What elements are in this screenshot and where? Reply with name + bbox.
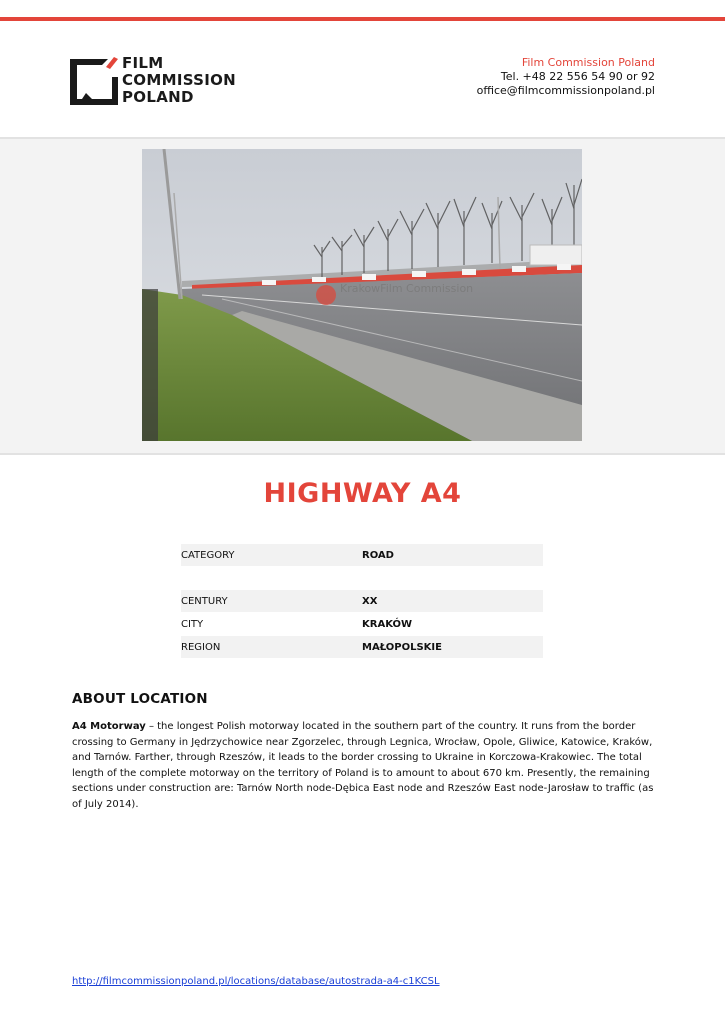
contact-block	[477, 56, 655, 98]
film-commission-poland-logo	[68, 55, 238, 107]
property-row-century	[181, 590, 543, 612]
highway-photo-illustration	[142, 149, 582, 441]
properties-table	[181, 544, 543, 659]
property-value: ROAD	[362, 549, 394, 561]
org-name: Film Commission Poland	[521, 56, 655, 69]
logo-line-3: POLAND	[122, 88, 194, 106]
logo-line-2: COMMISSION	[122, 71, 237, 89]
location-title: HIGHWAY A4	[263, 478, 462, 509]
logo-mark-icon	[68, 55, 118, 107]
email-address[interactable]: office@filmcommissionpoland.pl	[476, 84, 655, 97]
location-url-link[interactable]: http://filmcommissionpoland.pl/locations/database/autostrada-a4-c1KCSL	[72, 976, 440, 987]
about-heading: ABOUT LOCATION	[72, 691, 208, 707]
logo-wordmark	[122, 55, 236, 106]
property-value: KRAKÓW	[362, 618, 413, 630]
top-accent-bar	[0, 17, 725, 21]
logo-line-1: FILM	[122, 54, 164, 72]
property-label: CITY	[181, 618, 204, 630]
location-photo	[142, 149, 582, 441]
property-row-region	[181, 636, 543, 658]
property-row-city	[181, 613, 543, 635]
property-row-category	[181, 544, 543, 566]
property-value: MAŁOPOLSKIE	[362, 641, 442, 653]
about-text: – the longest Polish motorway located in the southern part of the country. It runs from the border crossing to Germany in Jędrzychowice near Zgorzelec, through Legnica, Wrocław, Opole, Gliwice, Katowice, Kraków, and Tarnów. Farther, through Rzeszów, it leads to the border crossing to Ukraine in Korczowa-Krakowiec. The total length of the complete motorway on the territory of Poland is to amount to about 670 km. Presently, the remaining sections under construction are: Tarnów North node-Dębica East node and Rzeszów East node-Jarosław to traffic (as of July 2014).	[72, 721, 654, 810]
about-lead: A4 Motorway	[72, 721, 146, 732]
photo-watermark: KrakowFilm Commission	[340, 282, 474, 295]
property-label: REGION	[181, 641, 221, 653]
property-value: XX	[362, 595, 378, 607]
photo-band	[0, 137, 725, 455]
property-label: CENTURY	[181, 595, 228, 607]
phone-number: Tel. +48 22 556 54 90 or 92	[500, 70, 655, 83]
property-spacer	[181, 567, 543, 589]
about-paragraph	[72, 719, 657, 812]
property-label: CATEGORY	[181, 549, 235, 561]
